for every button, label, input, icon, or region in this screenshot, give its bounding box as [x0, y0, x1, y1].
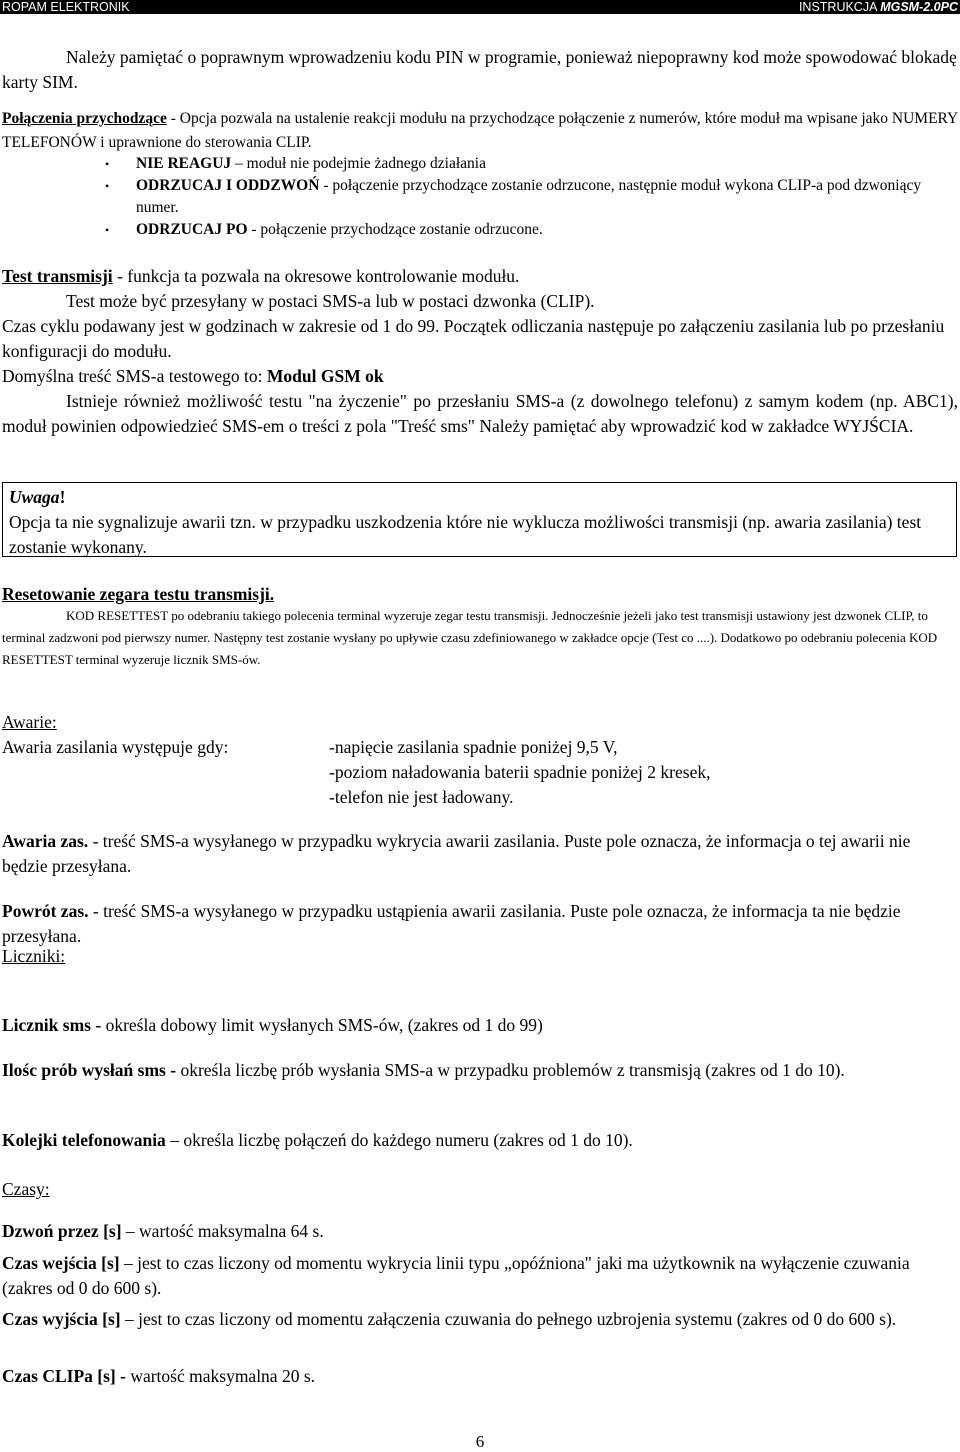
option-no-react: • NIE REAGUJ – moduł nie podejmie żadnego działania: [136, 153, 956, 175]
call-queue: Kolejki telefonowania – określa liczbę połączeń do każdego numeru (zakres od 1 do 10).: [2, 1130, 633, 1150]
incoming-calls-paragraph: Połączenia przychodzące - Opcja pozwala na ustalenie reakcji modułu na przychodzące połączenie z numerów, które moduł ma wpisane jako NUMERY TELEFONÓW i uprawnione do sterowania CLIP.: [2, 110, 958, 151]
failures-title: Awarie:: [2, 712, 57, 732]
test-cycle: Czas cyklu podawany jest w godzinach w zakresie od 1 do 99. Początek odliczania następuje po załączeniu zasilania lub po przesłaniu konfiguracji do modułu.: [2, 316, 945, 361]
company-name: ROPAM ELEKTRONIK: [2, 0, 130, 14]
document-title: INSTRUKCJA MGSM-2.0PC: [798, 0, 958, 14]
sms-attempts: Ilośc prób wysłań sms - określa liczbę prób wysłania SMS-a w przypadku problemów z transmisją (zakres od 1 do 10).: [2, 1060, 845, 1080]
option-reject-callback: • ODRZUCAJ I ODDZWOŃ - połączenie przychodzące zostanie odrzucone, następnie moduł wykona CLIP-a pod dzwoniący numer.: [136, 175, 956, 219]
incoming-options-list: [136, 153, 956, 241]
incoming-calls-title: Połączenia przychodzące: [2, 110, 167, 127]
power-failure-label: Awaria zasilania występuje gdy:: [2, 737, 229, 757]
power-restore-sms: Powrót zas. - treść SMS-a wysyłanego w przypadku ustąpienia awarii zasilania. Puste pole oznacza, że informacja ta nie będzie przesyłana.: [2, 901, 901, 946]
condition-item: -napięcie zasilania spadnie poniżej 9,5 V,: [329, 737, 618, 757]
condition-item: -telefon nie jest ładowany.: [329, 787, 514, 807]
test-transmission-title: Test transmisji: [2, 266, 113, 286]
test-on-demand: Istnieje również możliwość testu "na życzenie" po przesłaniu SMS-a (z dowolnego telefonu) z samym kodem (np. ABC1), moduł powinien odpowiedzieć SMS-em o treści z pola "Treść sms" Należy pamiętać aby wprowadzić kod w zakładce WYJŚCIA.: [2, 391, 958, 436]
counters-title: Liczniki:: [2, 946, 66, 966]
warning-title: Uwaga!: [9, 487, 66, 507]
clip-time: Czas CLIPa [s] - wartość maksymalna 20 s.: [2, 1366, 316, 1386]
times-title: Czasy:: [2, 1179, 50, 1199]
page-header: [0, 0, 960, 14]
sms-counter: Licznik sms - określa dobowy limit wysłanych SMS-ów, (zakres od 1 do 99): [2, 1015, 543, 1035]
exit-time: Czas wyjścia [s] – jest to czas liczony od momentu załączenia czuwania do pełnego uzbrojenia systemu (zakres od 0 do 600 s).: [2, 1309, 897, 1329]
ring-time: Dzwoń przez [s] – wartość maksymalna 64 s.: [2, 1221, 324, 1241]
entry-time: Czas wejścia [s] – jest to czas liczony od momentu wykrycia linii typu „opóźniona" jaki ma użytkownik na wyłączenie czuwania (zakres od 0 do 600 s).: [2, 1253, 910, 1298]
power-failure-conditions: [329, 735, 710, 810]
condition-item: -poziom naładowania baterii spadnie poniżej 2 kresek,: [329, 762, 711, 782]
test-methods: Test może być przesyłany w postaci SMS-a lub w postaci dzwonka (CLIP).: [66, 291, 595, 311]
test-default-sms: Domyślna treść SMS-a testowego to: Modul GSM ok: [2, 366, 384, 386]
test-transmission-line: Test transmisji - funkcja ta pozwala na okresowe kontrolowanie modułu.: [2, 266, 520, 286]
reset-text: KOD RESETTEST po odebraniu takiego polecenia terminal wyzeruje zegar testu transmisji. Jednocześnie jeżeli jako test transmisji ustawiony jest dzwonek CLIP, to terminal zadzwoni pod pierwszy numer. Następny test zostanie wysłany po upływie czasu zdefiniowanego w zakładce opcje (Test co ....). Dodatkowo po odebraniu polecenia KOD RESETTEST terminal wyzeruje licznik SMS-ów.: [2, 608, 938, 667]
pin-note: Należy pamiętać o poprawnym wprowadzeniu kodu PIN w programie, ponieważ niepoprawny kod może spowodować blokadę karty SIM.: [2, 47, 957, 92]
warning-text: Opcja ta nie sygnalizuje awarii tzn. w przypadku uszkodzenia które nie wyklucza możliwości transmisji (np. awaria zasilania) test zostanie wykonany.: [9, 512, 922, 557]
power-failure-sms: Awaria zas. - treść SMS-a wysyłanego w przypadku wykrycia awarii zasilania. Puste pole oznacza, że informacja o tej awarii nie będzie przesyłana.: [2, 831, 911, 876]
warning-box: [2, 482, 957, 557]
reset-title: Resetowanie zegara testu transmisji.: [2, 584, 275, 604]
page-number: 6: [475, 1432, 485, 1451]
option-reject: • ODRZUCAJ PO - połączenie przychodzące zostanie odrzucone.: [136, 219, 956, 241]
